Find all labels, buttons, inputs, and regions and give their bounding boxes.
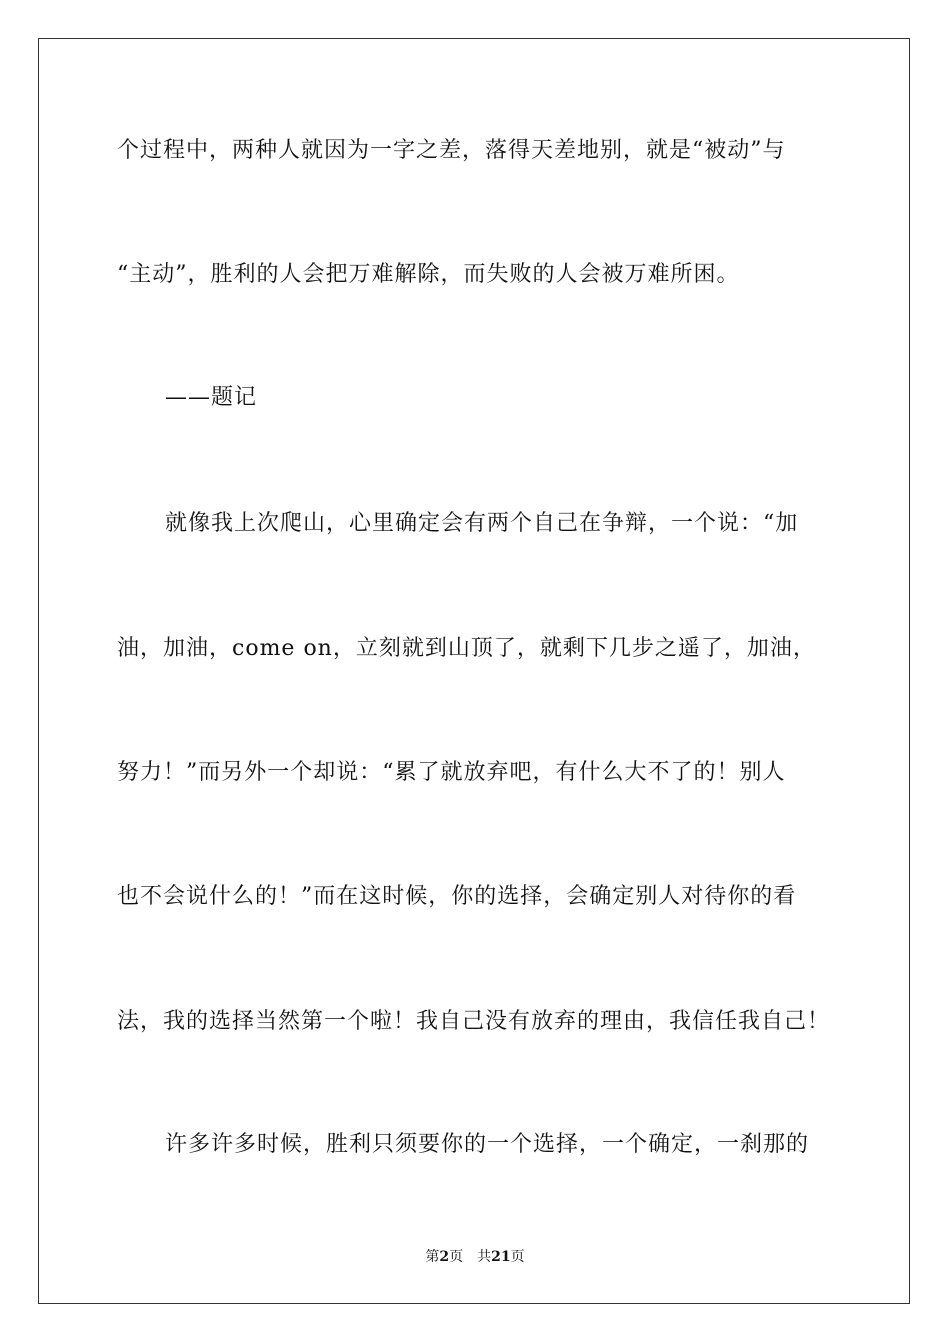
body-line-5: 努力！”而另外一个却说：“累了就放弃吧，有什么大不了的！别人	[117, 760, 786, 785]
footer-total-suffix: 页	[510, 1249, 525, 1265]
body-line-3: 就像我上次爬山，心里确定会有两个自己在争辩，一个说：“加	[165, 511, 799, 536]
footer-page-suffix: 页	[449, 1249, 464, 1265]
footer-page-current: 2	[439, 1249, 450, 1265]
body-line-8: 许多许多时候，胜利只须要你的一个选择，一个确定，一刹那的	[165, 1132, 810, 1157]
footer-total-prefix: 共	[477, 1249, 492, 1265]
footer-page-prefix: 第	[425, 1249, 440, 1265]
footer-page-total: 21	[491, 1249, 511, 1265]
body-line-6: 也不会说什么的！”而在这时候，你的选择，会确定别人对待你的看	[117, 884, 797, 909]
body-line-1: 个过程中，两种人就因为一字之差，落得天差地别，就是“被动”与	[117, 138, 786, 163]
body-line-2: “主动”，胜利的人会把万难解除，而失败的人会被万难所困。	[117, 262, 740, 287]
body-line-7: 法，我的选择当然第一个啦！我自己没有放弃的理由，我信任我自己！	[117, 1009, 831, 1034]
body-line-4: 油，加油，come on，立刻就到山顶了，就剩下几步之遥了，加油，	[117, 636, 816, 661]
epigraph-attribution: ——题记	[165, 385, 258, 410]
page-frame	[38, 38, 910, 1304]
page-footer	[0, 1248, 950, 1266]
